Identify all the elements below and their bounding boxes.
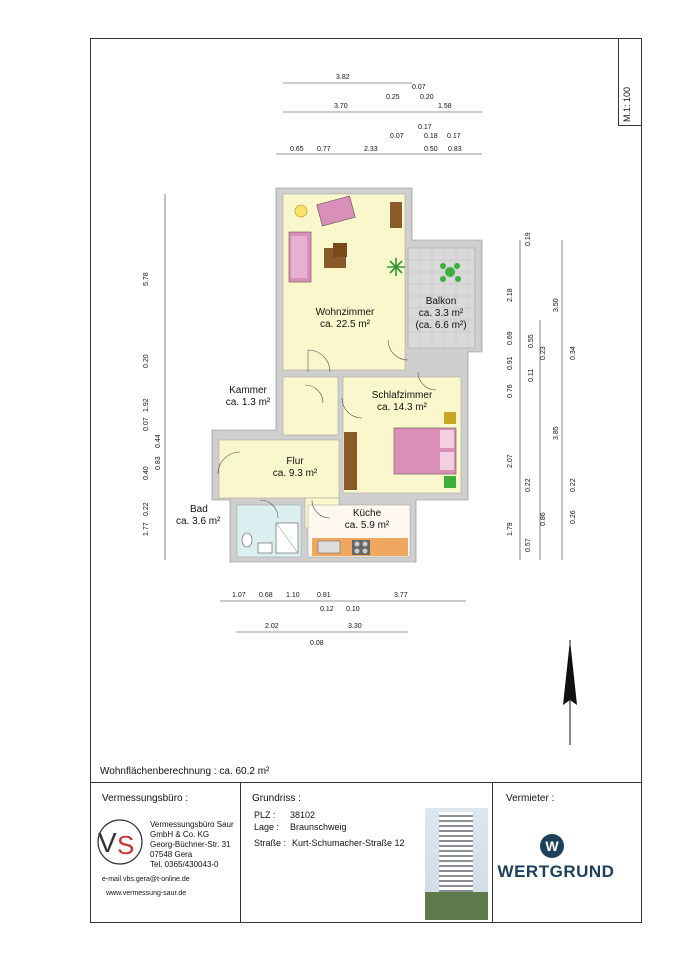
wardrobe-icon	[344, 432, 357, 490]
wohnflaeche-divider	[90, 782, 642, 783]
dim-label: 0.25	[386, 94, 400, 101]
scale-label: M.1: 100	[622, 86, 632, 122]
plz-value: 38102	[290, 810, 316, 820]
dim-label: 0.83	[155, 456, 162, 470]
dim-label: 3.50	[553, 298, 560, 312]
dim-label: 0.17	[418, 124, 432, 131]
dim-label: 0.76	[507, 384, 514, 398]
dim-label: 3.85	[553, 426, 560, 440]
strasse-label: Straße :	[254, 838, 287, 848]
svg-text:S: S	[117, 830, 135, 860]
dim-label: 1.77	[143, 522, 150, 536]
dim-label: 0.12	[320, 606, 334, 613]
dim-label: 2.33	[364, 146, 378, 153]
dim-label: 0.22	[143, 502, 150, 516]
dim-label: 1.92	[143, 398, 150, 412]
dim-label: 2.07	[507, 454, 514, 468]
cabinet-icon	[390, 202, 402, 228]
lage-value: Braunschweig	[290, 822, 347, 832]
grundriss-title: Grundriss :	[252, 793, 301, 804]
dim-label: 0.23	[540, 346, 547, 360]
stove-icon	[352, 540, 370, 555]
dim-label: 0.07	[143, 417, 150, 431]
dim-label: 0.18	[424, 133, 438, 140]
dim-label: 0.81	[317, 592, 331, 599]
dim-label: 0.57	[525, 538, 532, 552]
dim-label: 0.65	[290, 146, 304, 153]
dim-label: 5.78	[143, 272, 150, 286]
dim-label: 0.77	[317, 146, 331, 153]
dim-label: 0.08	[310, 640, 324, 647]
dim-label: 0.11	[528, 368, 535, 382]
dim-label: 2.18	[507, 288, 514, 302]
sink-icon	[318, 541, 340, 553]
room-label-kammer: Kammer ca. 1.3 m²	[225, 385, 271, 408]
dim-label: 0.19	[525, 232, 532, 246]
company-web: www.vermessung-saur.de	[106, 890, 187, 897]
footer-divider-1	[240, 782, 241, 923]
dim-label: 0.20	[420, 94, 434, 101]
dim-label: 0.86	[540, 512, 547, 526]
room-label-balkon: Balkon ca. 3.3 m² (ca. 6.6 m²)	[415, 296, 467, 331]
room-label-schlafzimmer: Schlafzimmer ca. 14.3 m²	[371, 390, 433, 413]
room-label-flur: Flur ca. 9.3 m²	[272, 456, 318, 479]
dim-label: 0.22	[525, 478, 532, 492]
north-arrow-icon	[563, 640, 577, 745]
dim-label: 1.10	[286, 592, 300, 599]
dim-label: 0.10	[346, 606, 360, 613]
wohnflaeche-label: Wohnflächenberechnung : ca. 60.2 m²	[100, 766, 270, 777]
vermessung-title: Vermessungsbüro :	[102, 793, 189, 804]
dim-label: 0.17	[447, 133, 461, 140]
plz-label: PLZ :	[254, 810, 276, 820]
dim-label: 3.77	[394, 592, 408, 599]
dim-label: 1.58	[438, 103, 452, 110]
room-label-bad: Bad ca. 3.6 m²	[176, 504, 221, 527]
dim-label: 0.50	[424, 146, 438, 153]
dim-label: 0.07	[390, 133, 404, 140]
room-label-wohnzimmer: Wohnzimmer ca. 22.5 m²	[315, 307, 375, 330]
brand-name: WERTGRUND	[497, 862, 615, 881]
company-address: Vermessungsbüro Saur GmbH & Co. KG Georg-Büchner-Str. 31 07548 Gera Tel. 0365/430043-0	[150, 820, 234, 869]
washbasin-icon	[258, 543, 272, 553]
nightstand-icon-2	[444, 476, 456, 488]
dim-label: 0.83	[448, 146, 462, 153]
dim-label: 0.40	[143, 466, 150, 480]
dim-label: 0.07	[412, 84, 426, 91]
dim-label: 1.07	[232, 592, 246, 599]
dim-label: 2.02	[265, 623, 279, 630]
dim-label: 0.55	[528, 334, 535, 348]
lamp-icon	[295, 205, 307, 217]
dim-label: 0.44	[155, 434, 162, 448]
room-label-kueche: Küche ca. 5.9 m²	[344, 508, 390, 531]
dim-label: 3.70	[334, 103, 348, 110]
dim-label: 0.34	[570, 346, 577, 360]
nightstand-icon	[444, 412, 456, 424]
vs-logo	[95, 818, 145, 866]
dim-label: 0.69	[507, 331, 514, 345]
dim-label: 0.22	[570, 478, 577, 492]
dim-label: 0.68	[259, 592, 273, 599]
dim-label: 3.30	[348, 623, 362, 630]
toilet-icon	[242, 533, 252, 547]
dim-label: 1.79	[507, 522, 514, 536]
strasse-value: Kurt-Schumacher-Straße 12	[292, 838, 405, 848]
svg-text:V: V	[98, 827, 117, 858]
dim-label: 3.82	[336, 74, 350, 81]
lage-label: Lage :	[254, 822, 280, 832]
building-photo	[425, 808, 488, 920]
vermieter-title: Vermieter :	[506, 793, 555, 804]
dim-label: 0.91	[507, 356, 514, 370]
dim-label: 0.26	[570, 510, 577, 524]
wertgrund-logo-icon: W	[540, 834, 564, 858]
dim-label: 0.20	[143, 354, 150, 368]
footer-divider-2	[492, 782, 493, 923]
company-email: e-mail vbs.gera@t-online.de	[102, 876, 190, 883]
